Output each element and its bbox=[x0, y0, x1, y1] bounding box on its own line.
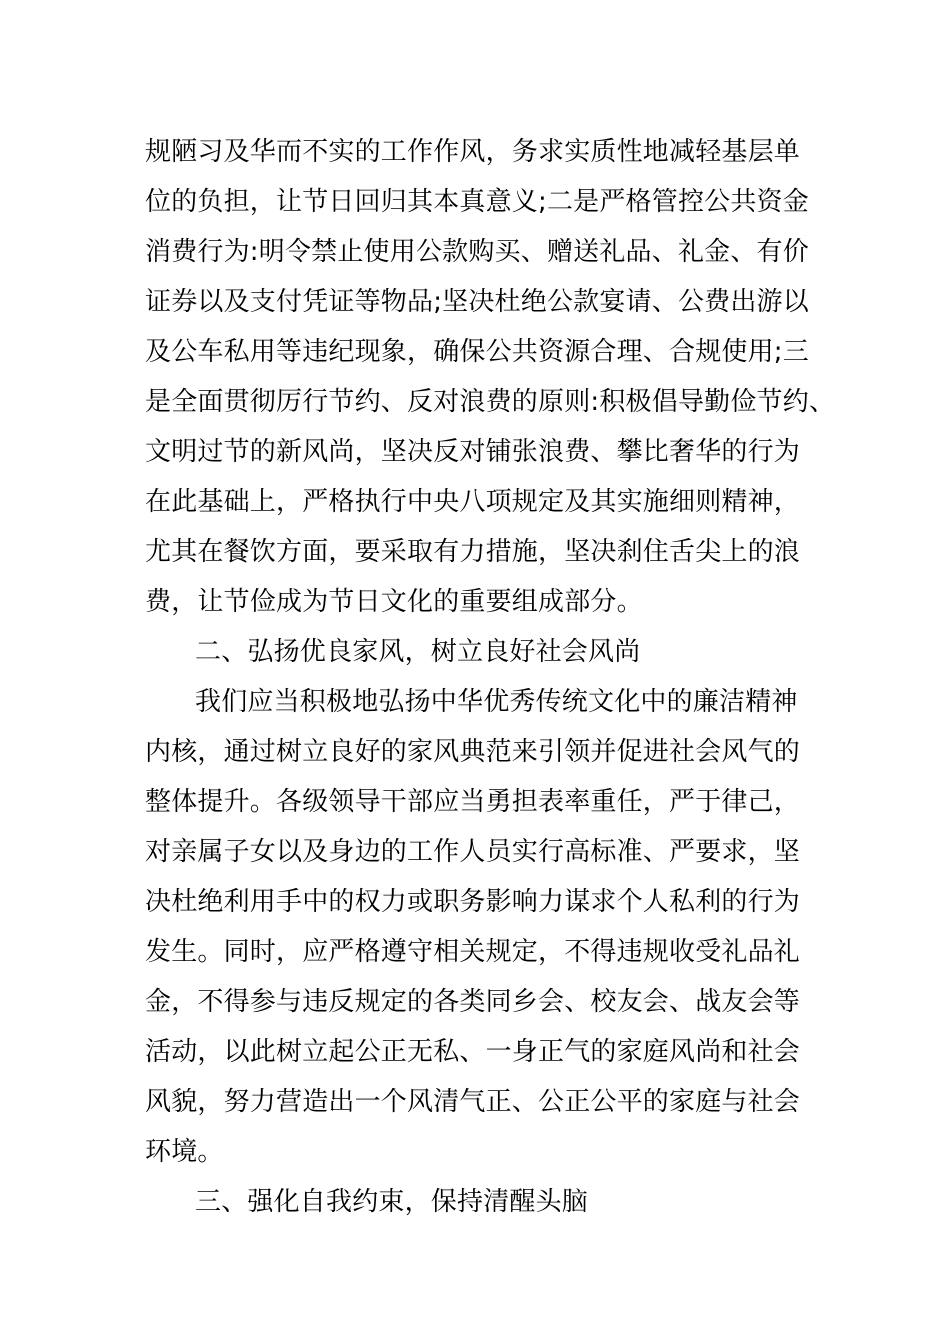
body-text-line: 证券以及支付凭证等物品;坚决杜绝公款宴请、公费出游以 bbox=[145, 287, 809, 317]
body-text-line: 决杜绝利用手中的权力或职务影响力谋求个人私利的行为 bbox=[145, 887, 801, 917]
section-heading-3: 三、强化自我约束，保持清醒头脑 bbox=[195, 1187, 589, 1217]
body-text-line: 活动，以此树立起公正无私、一身正气的家庭风尚和社会 bbox=[145, 1037, 801, 1067]
body-text-line: 发生。同时，应严格遵守相关规定，不得违规收受礼品礼 bbox=[145, 937, 801, 967]
body-text-line: 在此基础上，严格执行中央八项规定及其实施细则精神， bbox=[145, 487, 801, 517]
body-text-line: 金，不得参与违反规定的各类同乡会、校友会、战友会等 bbox=[145, 987, 801, 1017]
body-text-line: 对亲属子女以及身边的工作人员实行高标准、严要求，坚 bbox=[145, 837, 801, 867]
body-text-line: 位的负担，让节日回归其本真意义;二是严格管控公共资金 bbox=[145, 187, 809, 217]
body-text-line: 风貌，努力营造出一个风清气正、公正公平的家庭与社会 bbox=[145, 1087, 801, 1117]
body-text-line: 内核，通过树立良好的家风典范来引领并促进社会风气的 bbox=[145, 737, 801, 767]
body-text-line: 文明过节的新风尚，坚决反对铺张浪费、攀比奢华的行为 bbox=[145, 437, 801, 467]
body-text-line: 我们应当积极地弘扬中华优秀传统文化中的廉洁精神 bbox=[195, 687, 798, 717]
body-text-line: 规陋习及华而不实的工作作风，务求实质性地减轻基层单 bbox=[145, 137, 801, 167]
body-text-line: 及公车私用等违纪现象，确保公共资源合理、合规使用;三 bbox=[145, 337, 809, 367]
section-heading-2: 二、弘扬优良家风，树立良好社会风尚 bbox=[195, 637, 641, 667]
body-text-line: 费，让节俭成为节日文化的重要组成部分。 bbox=[145, 587, 643, 617]
body-text-line: 消费行为:明令禁止使用公款购买、赠送礼品、礼金、有价 bbox=[145, 237, 809, 267]
body-text-line: 尤其在餐饮方面，要采取有力措施，坚决刹住舌尖上的浪 bbox=[145, 537, 801, 567]
body-text-line: 是全面贯彻厉行节约、反对浪费的原则:积极倡导勤俭节约、 bbox=[145, 387, 836, 417]
body-text-line: 环境。 bbox=[145, 1137, 224, 1167]
body-text-line: 整体提升。各级领导干部应当勇担表率重任，严于律己， bbox=[145, 787, 801, 817]
